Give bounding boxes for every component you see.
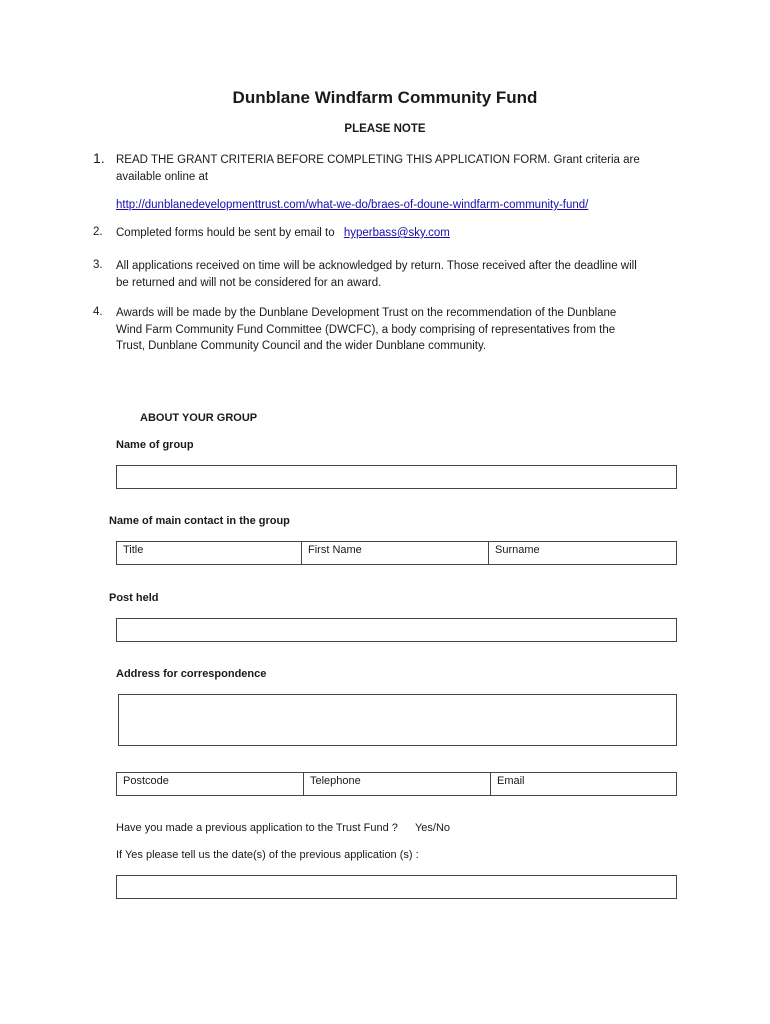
note-3-text: All applications received on time will be acknowledged by return. Those received after the deadline will be returned and will not be considered for an award. xyxy=(116,260,637,289)
note-1-text: READ THE GRANT CRITERIA BEFORE COMPLETING THIS APPLICATION FORM. Grant criteria are available online at xyxy=(116,154,640,183)
note-heading: PLEASE NOTE xyxy=(344,123,426,135)
section-heading: ABOUT YOUR GROUP xyxy=(140,412,258,424)
previous-dates-field[interactable] xyxy=(116,875,677,899)
email-field[interactable]: Email xyxy=(491,772,677,796)
postcode-field[interactable]: Postcode xyxy=(116,772,304,796)
address-details-row xyxy=(116,772,677,796)
group-name-field[interactable] xyxy=(116,465,677,489)
post-held-label: Post held xyxy=(109,592,159,604)
address-label: Address for correspondence xyxy=(116,668,267,680)
address-field[interactable] xyxy=(118,694,677,746)
note-4-text: Awards will be made by the Dunblane Development Trust on the recommendation of the Dunblane Wind Farm Community Fund Committee (DWCFC), a body comprising of representatives from the Trust, Dunblane Community Council and the wider Dunblane community. xyxy=(116,307,617,352)
note-2-line xyxy=(116,225,661,242)
contact-first-name-field[interactable]: First Name xyxy=(302,541,489,565)
grant-criteria-link[interactable]: http://dunblanedevelopmenttrust.com/what-we-do/braes-of-doune-windfarm-community-fund/ xyxy=(116,199,589,211)
note-4-number: 4. xyxy=(93,306,103,318)
previous-dates-label: If Yes please tell us the date(s) of the previous application (s) : xyxy=(116,849,419,861)
previous-application-question: Have you made a previous application to the Trust Fund ? xyxy=(116,822,398,834)
note-3-number: 3. xyxy=(93,259,103,271)
group-name-label: Name of group xyxy=(116,439,194,451)
previous-application-options[interactable]: Yes/No xyxy=(414,822,451,834)
note-2-text: Completed forms hould be sent by email to xyxy=(116,227,335,239)
contact-title-field[interactable]: Title xyxy=(116,541,302,565)
post-held-field[interactable] xyxy=(116,618,677,642)
note-1-number: 1. xyxy=(93,150,105,166)
note-2-number: 2. xyxy=(93,226,103,238)
contact-surname-field[interactable]: Surname xyxy=(489,541,677,565)
contact-label: Name of main contact in the group xyxy=(109,515,290,527)
page-title: Dunblane Windfarm Community Fund xyxy=(232,88,538,107)
contact-name-row xyxy=(116,541,677,565)
telephone-field[interactable]: Telephone xyxy=(304,772,491,796)
previous-application-row xyxy=(116,822,450,834)
submission-email-link[interactable]: hyperbass@sky.com xyxy=(343,227,450,239)
